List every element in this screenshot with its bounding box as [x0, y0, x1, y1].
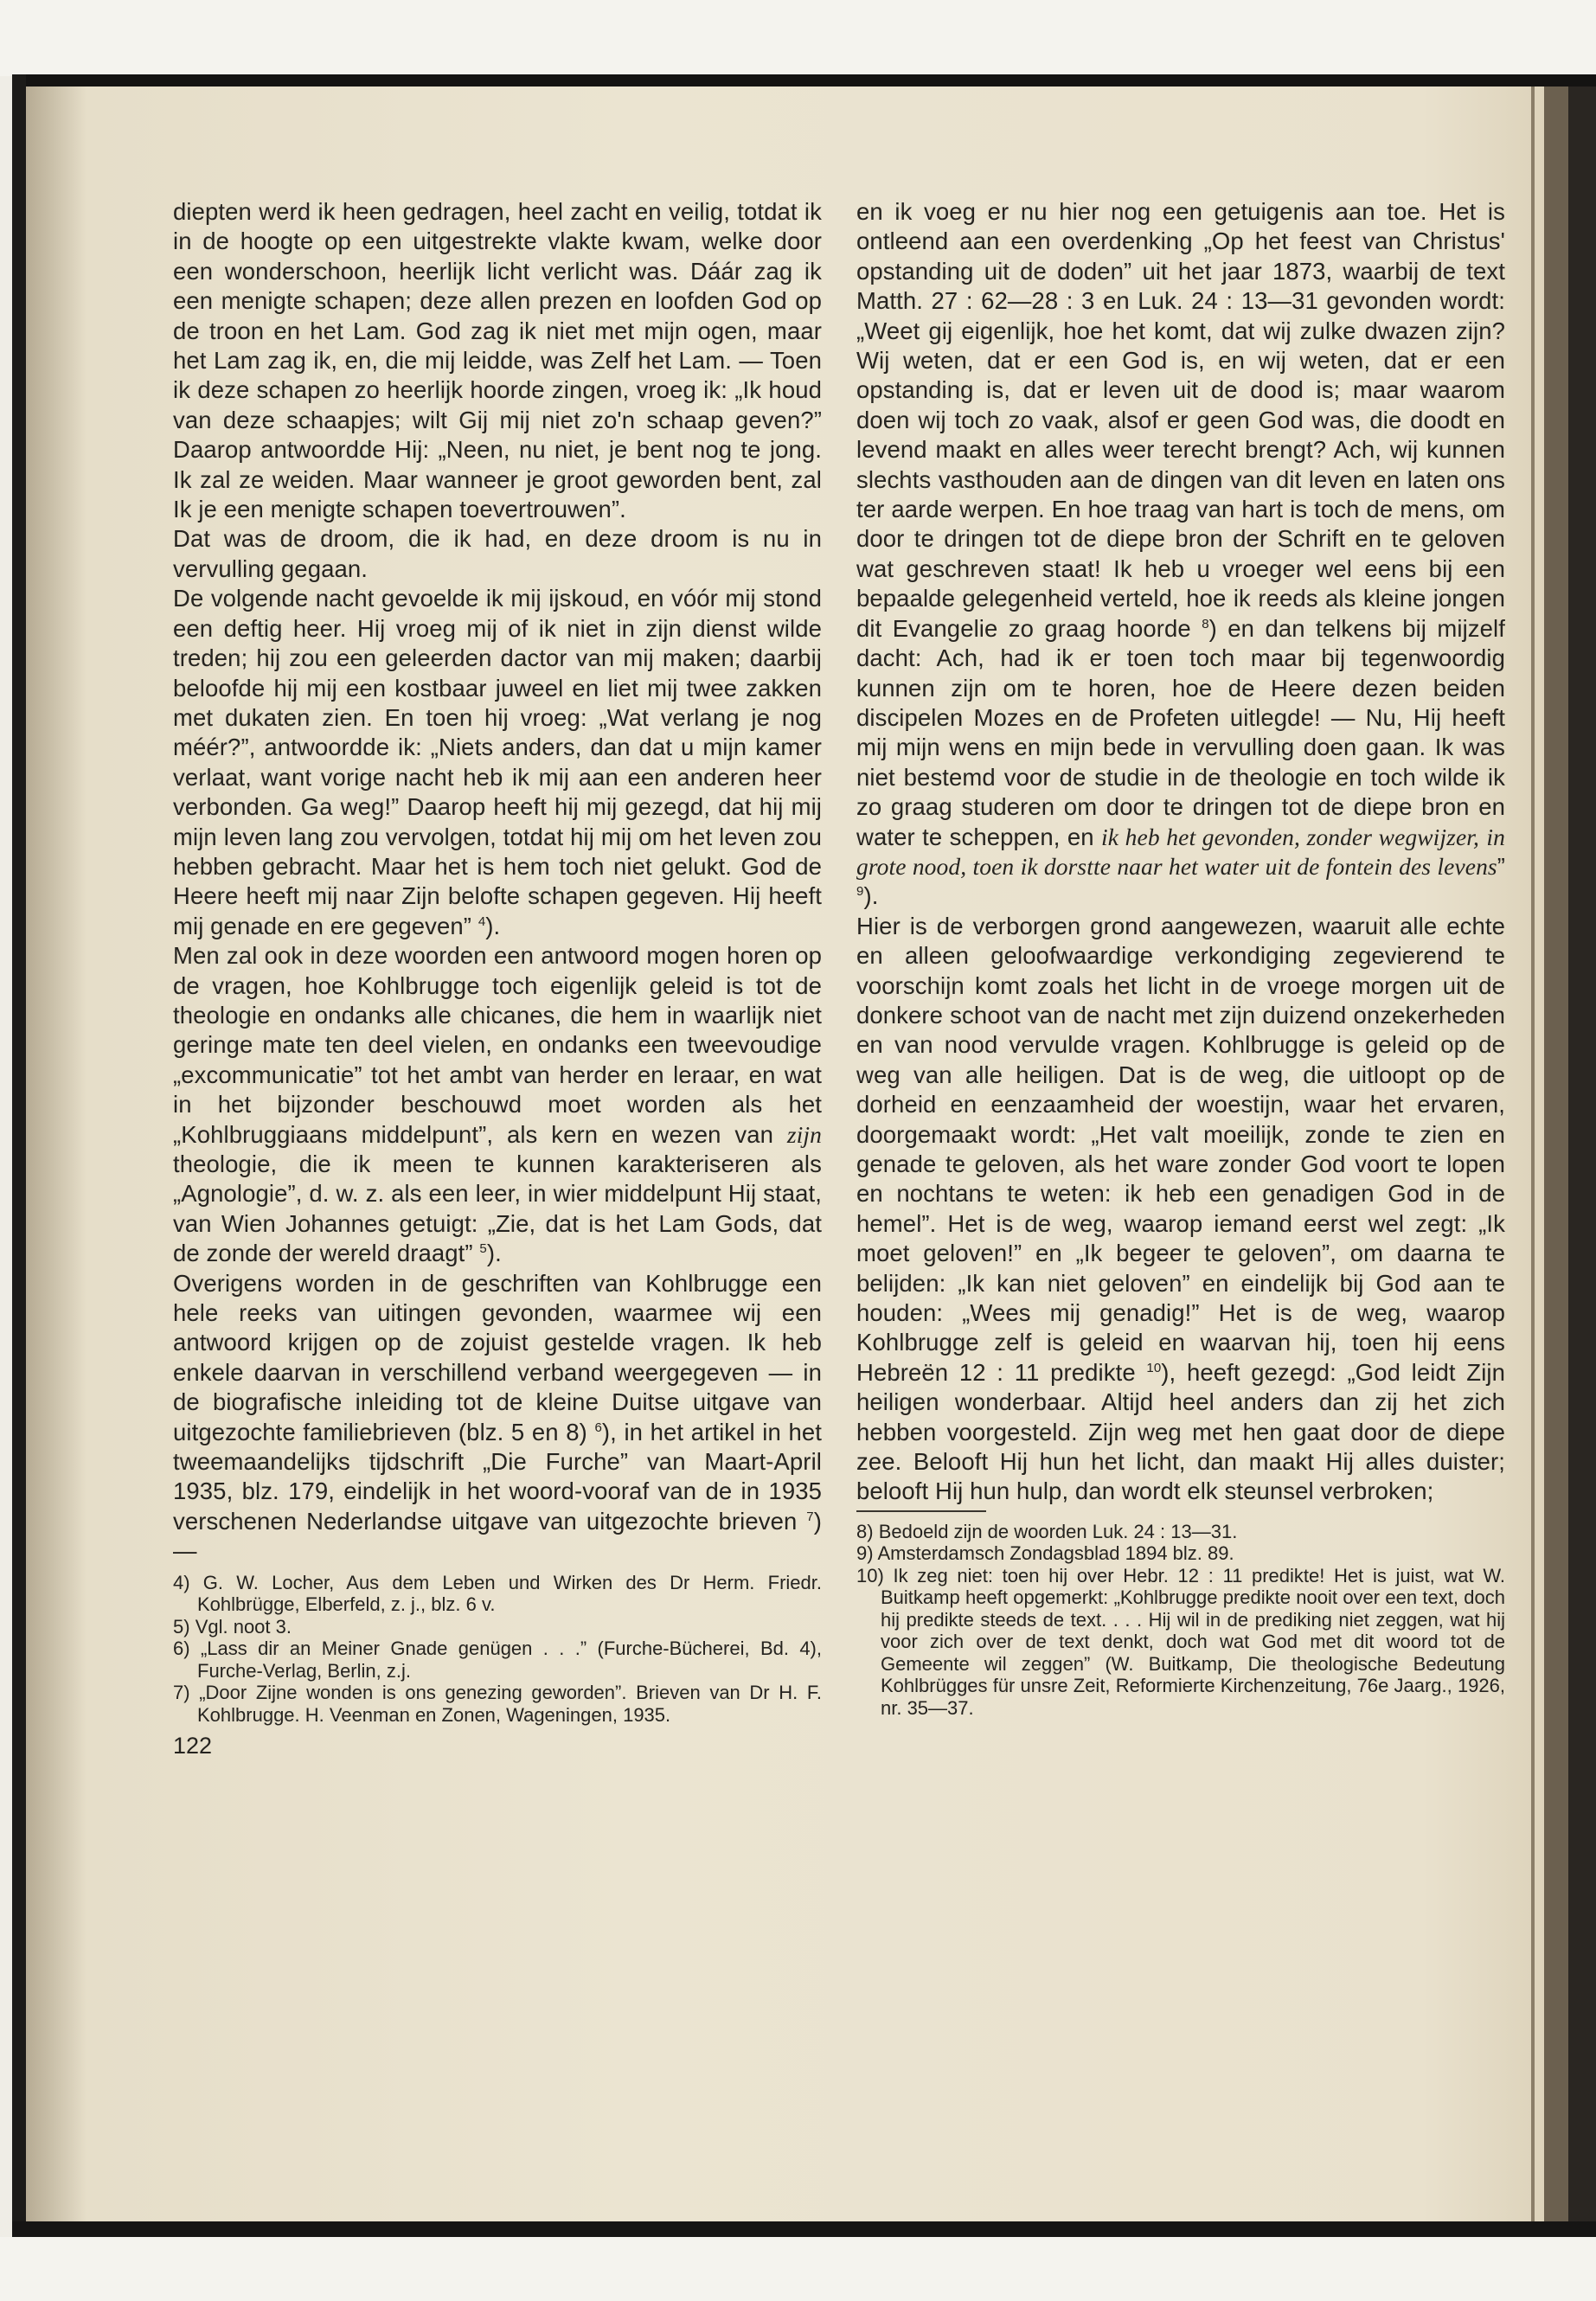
footnote-ref: 4: [478, 913, 486, 929]
text-run: ”: [1497, 852, 1505, 880]
text-run: ) en dan telkens bij mijzelf dacht: Ach, had ik er toen toch maar bij tegenwoordig kunnen zijn om te horen, hoe de Heere dezen beiden discipelen Mozes en de Profeten uitlegde! — Nu, Hij heeft mij mijn wens en mijn bede in vervulling doen gaan. Ik was niet bestemd voor de studie in de theologie en toch wilde ik zo graag studeren om door te dringen tot de diepe bron en water te scheppen, en: [856, 614, 1506, 850]
footnote-number: 5): [173, 1615, 190, 1638]
page-edge-line: [1531, 87, 1535, 2221]
footnote-ref: 8: [1202, 616, 1209, 631]
page-gutter-shadow: [26, 87, 87, 2221]
footnote-text: Vgl. noot 3.: [195, 1615, 292, 1638]
footnote-text: „Door Zijne wonden is ons genezing geworden”. Brieven van Dr H. F. Kohlbrugge. H. Veenman en Zonen, Wageningen, 1935.: [197, 1682, 822, 1726]
paragraph: [856, 912, 1505, 1507]
paragraph: Overigens worden in de geschriften van Kohlbrugge een hele reeks van uitingen gevonden, waarmee wij een antwoord krijgen op de zojuist gestelde vragen. Ik heb enkele daarvan in verschillend verband weergegeven — in de biografische inleiding tot de kleine Duitse uitgave van uitgezochte familiebrieven (blz. 5 en 8) $^6$), in het artikel in het tweemaandelijks tijdschrift „Die Furche” van Maart-April 1935, blz. 179, eindelijk in het woord-vooraf van de in 1935 verschenen Nederlandse uitgave van uitgezochte brieven $^7$) —: [173, 1269, 822, 1565]
footnote-number: 9): [856, 1542, 874, 1565]
paragraph: diepten werd ik heen gedragen, heel zacht en veilig, totdat ik in de hoogte op een uitgestrekte vlakte kwam, welke door een wonderschoon, heerlijk licht verlicht was. Dáár zag ik een menigte schapen; deze allen prezen en loofden God op de troon en het Lam. God zag ik niet met mijn ogen, maar het Lam zag ik, en, die mij leidde, was Zelf het Lam. — Toen ik deze schapen zo heerlijk hoorde zingen, vroeg ik: „Ik houd van deze schaapjes; wilt Gij mij niet zo'n schaap geven?” Daarop antwoordde Hij: „Neen, nu niet, je bent nog te jong. Ik zal ze weiden. Maar wanneer je groot geworden bent, zal Ik je een menigte schapen toevertrouwen”.: [173, 198, 822, 523]
text-run: Overigens worden in de geschriften van Kohlbrugge een hele reeks van uitingen gevonden, waarmee wij een antwoord krijgen op de zojuist gestelde vragen. Ik heb enkele daarvan in verschillend verband weergegeven — in de biografische inleiding tot de kleine Duitse uitgave van uitgezochte familiebrieven (blz. 5 en 8): [173, 1269, 822, 1445]
paragraph: De volgende nacht gevoelde ik mij ijskoud, en vóór mij stond een deftig heer. Hij vroeg mij of ik niet in zijn dienst wilde treden; hij zou een geleerden dactor van mij maken; daarbij beloofde hij mij een kostbaar juweel en liet mij twee zakken met dukaten zien. En toen hij vroeg: „Wat verlang je nog méér?”, antwoordde ik: „Niets anders, dan dat u mijn kamer verlaat, want vorige nacht heb ik mij aan een anderen heer verbonden. Ga weg!” Daarop heeft hij mij gezegd, dat hij mij mijn leven lang zou vervolgen, totdat hij mij om het leven zou hebben gebracht. Maar het is hem toch niet gelukt. God de Heere heeft mij naar Zijn belofte schapen gegeven. Hij heeft mij genade en ere gegeven” $^4$).: [173, 585, 822, 939]
page-number: 122: [173, 1733, 213, 1759]
footnote: [173, 1572, 822, 1616]
footnote: [173, 1616, 822, 1638]
right-body-text: [856, 197, 1505, 1507]
footnote-rule: [856, 1510, 986, 1512]
footnote-ref: 7: [806, 1509, 814, 1524]
right-column: [856, 197, 1505, 1719]
text-run: —: [173, 1537, 197, 1565]
text-run: ).: [863, 882, 879, 910]
scan-dark-edge-bottom: [12, 2221, 1596, 2237]
text-run: , in het artikel in het tweemaandelijks tijdschrift „Die Furche” van Maart-April 1935, blz. 179, eindelijk in het woord-vooraf van de in 1935 verschenen Nederlandse uitgave van uitgezochte brieven: [173, 1418, 822, 1535]
footnote: [173, 1638, 822, 1682]
scan-dark-edge-top: [12, 74, 1596, 87]
footnote-number: 6): [173, 1638, 190, 1660]
footnote-text: „Lass dir an Meiner Gnade genügen . . .” (Furche-Bücherei, Bd. 4), Furche-Verlag, Berlin, z.j.: [197, 1638, 822, 1682]
footnote: [856, 1542, 1505, 1565]
text-run: en ik voeg er nu hier nog een getuigenis aan toe. Het is ontleend aan een overdenking „Op het feest van Christus' opstanding uit de doden” uit het jaar 1873, waarbij de text Matth. 27 : 62—28 : 3 en Luk. 24 : 13—31 gevonden wordt: „Weet gij eigenlijk, hoe het komt, dat wij zulke dwazen zijn? Wij weten, dat er een God is, en wij weten, dat er een opstanding is, dat er leven uit de dood is; maar waarom doen wij toch zo vaak, alsof er geen God was, die doodt en levend maakt en alles weer terecht brengt? Ach, wij kunnen slechts vasthouden aan de dingen van dit leven en laten ons ter aarde werpen. En hoe traag van hart is toch de mens, om door te dringen tot de diepe bron der Schrift en te geloven wat geschreven staat! Ik heb u vroeger wel eens bij een bepaalde gelegenheid verteld, hoe ik reeds als kleine jongen dit Evangelie zo graag hoorde: [856, 198, 1505, 642]
emphasis: zijn: [786, 1120, 822, 1148]
text-run: ), heeft gezegd: „God leidt Zijn heiligen wonderbaar. Altijd heel anders dan zij het zich hebben voorgesteld. Zijn weg met hen gaat door de diepe zee. Belooft Hij hun het licht, dan maakt Hij alles duister; belooft Hij hun hulp, dan wordt elk steunsel verbroken;: [856, 1358, 1506, 1505]
footnote-number: 4): [173, 1571, 190, 1593]
footnote-number: 7): [173, 1682, 190, 1704]
footnote: [173, 1682, 822, 1726]
footnote-text: G. W. Locher, Aus dem Leben und Wirken des Dr Herm. Friedr. Kohlbrügge, Elberfeld, z. j., blz. 6 v.: [197, 1571, 822, 1616]
footnote: [856, 1521, 1505, 1543]
footnote-ref: 9: [856, 884, 864, 900]
scan-background-top: [0, 0, 1596, 76]
footnote-text: Ik zeg niet: toen hij over Hebr. 12 : 11 predikte! Het is juist, wat W. Buitkamp heeft opgemerkt: „Kohlbrugge predikte nooit over een text, doch hij predikte steeds de text. . . . Hij wil in de prediking niet zeggen, wat hij voor zich over de text denkt, doch wat God met dit woord tot de Gemeente wil zeggen” (W. Buitkamp, Die theologische Bedeutung Kohlbrügges für unsre Zeit, Reformierte Kirchenzeitung, 76e Jaarg., 1926, nr. 35—37.: [881, 1564, 1505, 1719]
emphasis: in grote nood, toen ik dorstte naar het water uit de fontein des levens: [856, 823, 1505, 880]
footnote-ref: 6: [594, 1420, 602, 1435]
text-run: Men zal ook in deze woorden een antwoord mogen horen op de vragen, hoe Kohlbrugge toch eigenlijk geleid is tot de theologie en ondanks alle chicanes, die hem in waarlijk niet geringe mate ten deel vielen, en ondanks een tweevoudige „excommunicatie” tot het ambt van herder en leraar, en wat in het bijzonder beschouwd moet worden als het „Kohlbruggiaans middelpunt”, als kern en wezen van: [173, 942, 822, 1148]
scan-dark-edge-right: [1568, 87, 1596, 2221]
left-column: [173, 197, 822, 1759]
text-run: theologie, die ik meen te kunnen karakteriseren als „Agnologie”, d. w. z. als een leer, in wier middelpunt Hij staat, van Wien Johannes getuigt: „Zie, dat is het Lam Gods, dat de zonde der wereld draagt”: [173, 1150, 822, 1267]
right-footnotes: [856, 1521, 1505, 1720]
footnote-ref: 10: [1146, 1360, 1162, 1375]
scan-dark-edge-left: [12, 74, 26, 2235]
footnote-number: 10): [856, 1564, 884, 1586]
footnote: [856, 1565, 1505, 1720]
emphasis: ik heb het gevonden, zonder wegwijzer,: [1101, 823, 1480, 850]
footnote-text: Bedoeld zijn de woorden Luk. 24 : 13—31.: [878, 1520, 1238, 1542]
left-body-text: [173, 197, 822, 1567]
paragraph: Men zal ook in deze woorden een antwoord mogen horen op de vragen, hoe Kohlbrugge toch eigenlijk geleid is tot de theologie en ondanks alle chicanes, die hem in waarlijk niet geringe mate ten deel vielen, en ondanks een tweevoudige „excommunicatie” tot het ambt van herder en leraar, en wat in het bijzonder beschouwd moet worden als het „Kohlbruggiaans middelpunt”, als kern en wezen van zijn theologie, die ik meen te kunnen karakteriseren als „Agnologie”, d. w. z. als een leer, in wier middelpunt Hij staat, van Wien Johannes getuigt: „Zie, dat is het Lam Gods, dat de zonde der wereld draagt” $^5$).: [173, 942, 822, 1267]
footnote-number: 8): [856, 1520, 874, 1542]
text-run: Hier is de verborgen grond aangewezen, waaruit alle echte en alleen geloofwaardige verkondiging zegevierend te voorschijn komt zoals het licht in de vroege morgen uit de donkere schoot van de nacht met zijn duizend onzekerheden en van nood vervulde vragen. Kohlbrugge is geleid op de weg van alle heiligen. Dat is de weg, die uitloopt op de dorheid en eenzaamheid der woestijn, waar het ervaren, doorgemaakt wordt: „Het valt moeilijk, zonde te zien en genade te geloven, als het ware zonder God voort te lopen en nochtans te weten: ik heb een genadigen God in de hemel”. Het is de weg, waarop iemand eerst wel zegt: „Ik moet geloven!” en „Ik begeer te geloven”, om daarna te belijden: „Ik kan niet geloven” en eindelijk bij God aan te houden: „Wees mij genadig!” Het is de weg, waarop Kohlbrugge zelf is geleid en waarvan hij, toen hij eens Hebreën 12 : 11 predikte: [856, 912, 1505, 1386]
text-run: De volgende nacht gevoelde ik mij ijskoud, en vóór mij stond een deftig heer. Hij vroeg mij of ik niet in zijn dienst wilde treden; hij zou een geleerden dactor van mij maken; daarbij beloofde hij mij een kostbaar juweel en liet mij twee zakken met dukaten zien. En toen hij vroeg: „Wat verlang je nog méér?”, antwoordde ik: „Niets anders, dan dat u mijn kamer verlaat, want vorige nacht heb ik mij aan een anderen heer verbonden. Ga weg!” Daarop heeft hij mij gezegd, dat hij mij mijn leven lang zou vervolgen, totdat hij mij om het leven zou hebben gebracht. Maar het is hem toch niet gelukt. God de Heere heeft mij naar Zijn belofte schapen gegeven. Hij heeft mij genade en ere gegeven”: [173, 585, 822, 939]
left-footnotes: [173, 1572, 822, 1727]
paragraph: Dat was de droom, die ik had, en deze droom is nu in vervulling gegaan.: [173, 525, 822, 582]
footnote-text: Amsterdamsch Zondagsblad 1894 blz. 89.: [877, 1542, 1234, 1565]
paragraph: [856, 197, 1505, 912]
page-stack-edge: [1544, 87, 1568, 2221]
footnote-ref: 5: [479, 1241, 487, 1257]
scan-background-bottom: [0, 2237, 1596, 2301]
